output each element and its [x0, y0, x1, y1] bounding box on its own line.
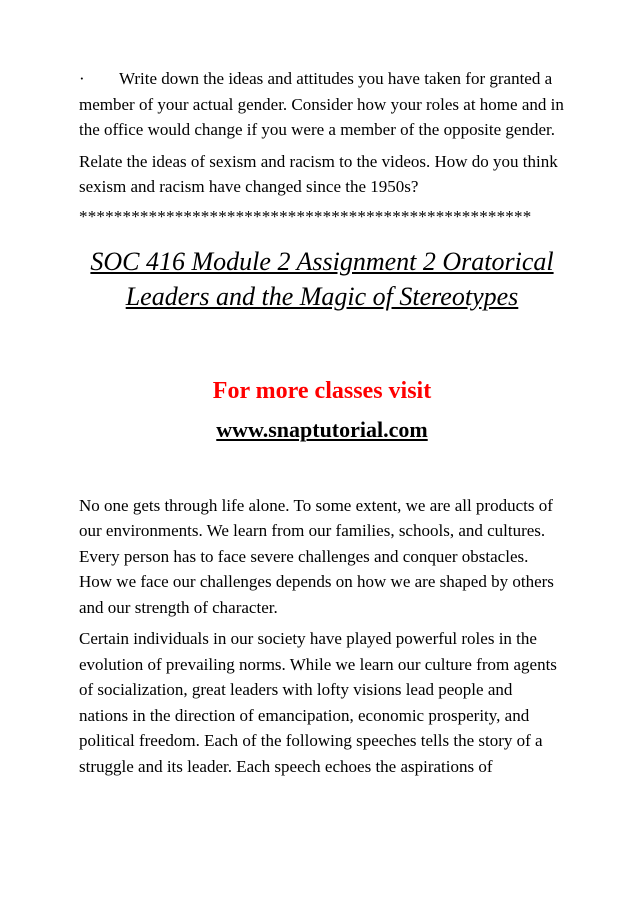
- assignment-title-line-2: Leaders and the Magic of Stereotypes: [125, 281, 519, 311]
- bullet-marker: ·: [79, 69, 85, 88]
- bullet-paragraph: [79, 66, 565, 143]
- paragraph-sexism-racism: Relate the ideas of sexism and racism to the videos. How do you think sexism and racism have changed since the 1950s?: [79, 151, 558, 196]
- assignment-title-line-1: SOC 416 Module 2 Assignment 2 Oratorical: [90, 246, 554, 276]
- body-section: [79, 493, 565, 780]
- paragraph-gender-roles: Write down the ideas and attitudes you have taken for granted a member of your actual gender. Consider how your roles at home and in the office would change if you were a member of the opposite gender.: [79, 69, 564, 139]
- paragraph-environments: No one gets through life alone. To some extent, we are all products of our environments. We learn from our families, schools, and cultures. Every person has to face severe challenges and conquer obstacles. How we face our challenges depends on how we are shaped by others and our strength of character.: [79, 495, 554, 617]
- promo-block: [79, 376, 565, 445]
- promo-link[interactable]: www.snaptutorial.com: [216, 416, 428, 442]
- document-page: [79, 66, 565, 785]
- separator-line: ****************************************************: [79, 206, 532, 226]
- assignment-title: [79, 244, 565, 314]
- promo-text: For more classes visit: [212, 377, 432, 404]
- paragraph-leaders: Certain individuals in our society have played powerful roles in the evolution of prevailing norms. While we learn our culture from agents of socialization, great leaders with lofty visions lead people and nations in the direction of emancipation, economic prosperity, and political freedom. Each of the following speeches tells the story of a struggle and its leader. Each speech echoes the aspirations of: [79, 629, 557, 776]
